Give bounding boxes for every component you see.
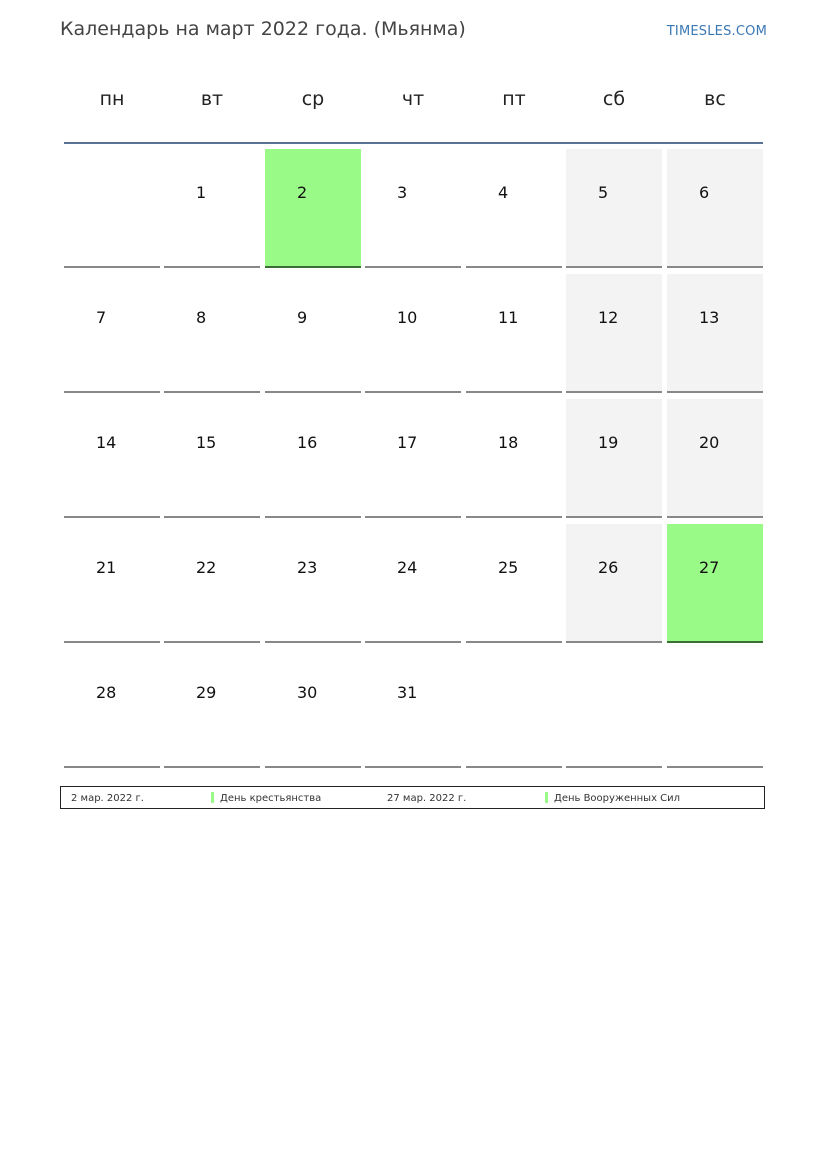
- day-cell: [365, 524, 461, 643]
- day-number: 10: [397, 308, 418, 327]
- legend-holiday-name: День Вооруженных Сил: [554, 793, 681, 804]
- day-number: 1: [196, 183, 207, 202]
- day-cell: [64, 649, 160, 768]
- holiday-day-cell: [667, 524, 763, 643]
- day-number: 23: [297, 558, 318, 577]
- day-number: 17: [397, 433, 418, 452]
- day-cell: [265, 399, 361, 518]
- day-number: 28: [96, 683, 117, 702]
- legend-swatch: [545, 792, 548, 803]
- day-number: 27: [699, 558, 720, 577]
- day-cell: [667, 399, 763, 518]
- day-cell: [365, 149, 461, 268]
- day-cell: [566, 399, 662, 518]
- day-cell: [365, 399, 461, 518]
- weekday-mon: пн: [99, 88, 125, 110]
- legend-date: 2 мар. 2022 г.: [71, 793, 144, 804]
- weekday-tue: вт: [200, 88, 224, 110]
- day-number: 30: [297, 683, 318, 702]
- day-cell: [64, 524, 160, 643]
- day-number: 20: [699, 433, 720, 452]
- day-number: 4: [498, 183, 509, 202]
- day-cell: [164, 399, 260, 518]
- day-cell: [64, 274, 160, 393]
- empty-day-cell: [566, 649, 662, 768]
- day-number: 14: [96, 433, 117, 452]
- day-cell: [164, 524, 260, 643]
- day-cell: [667, 149, 763, 268]
- empty-day-cell: [667, 649, 763, 768]
- day-number: 6: [699, 183, 710, 202]
- day-cell: [265, 649, 361, 768]
- day-cell: [466, 399, 562, 518]
- day-cell: [365, 649, 461, 768]
- day-cell: [667, 274, 763, 393]
- site-link[interactable]: TIMESLES.COM: [666, 24, 767, 39]
- day-cell: [466, 524, 562, 643]
- legend-date: 27 мар. 2022 г.: [387, 793, 467, 804]
- day-number: 29: [196, 683, 217, 702]
- day-number: 15: [196, 433, 217, 452]
- day-number: 12: [598, 308, 619, 327]
- day-number: 3: [397, 183, 408, 202]
- day-number: 24: [397, 558, 418, 577]
- day-cell: [466, 149, 562, 268]
- legend-swatch: [211, 792, 214, 803]
- weekday-sat: сб: [602, 88, 626, 110]
- day-number: 18: [498, 433, 519, 452]
- weekday-sun: вс: [704, 88, 726, 110]
- day-cell: [365, 274, 461, 393]
- day-number: 16: [297, 433, 318, 452]
- day-cell: [466, 274, 562, 393]
- day-number: 9: [297, 308, 308, 327]
- day-number: 26: [598, 558, 619, 577]
- day-number: 19: [598, 433, 619, 452]
- header-divider: [64, 142, 763, 144]
- day-number: 8: [196, 308, 207, 327]
- day-cell: [64, 399, 160, 518]
- weekday-fri: пт: [502, 88, 526, 110]
- page-title: Календарь на март 2022 года. (Мьянма): [60, 18, 466, 40]
- day-cell: [265, 524, 361, 643]
- day-cell: [566, 524, 662, 643]
- empty-day-cell: [64, 149, 160, 268]
- day-number: 7: [96, 308, 107, 327]
- calendar-grid: [64, 149, 764, 770]
- holiday-legend: [60, 786, 765, 809]
- holiday-day-cell: [265, 149, 361, 268]
- day-number: 2: [297, 183, 308, 202]
- day-number: 25: [498, 558, 519, 577]
- day-cell: [265, 274, 361, 393]
- day-number: 11: [498, 308, 519, 327]
- day-number: 21: [96, 558, 117, 577]
- day-number: 31: [397, 683, 418, 702]
- legend-holiday-name: День крестьянства: [220, 793, 322, 804]
- day-cell: [164, 149, 260, 268]
- day-cell: [164, 649, 260, 768]
- day-number: 5: [598, 183, 609, 202]
- day-cell: [566, 274, 662, 393]
- weekday-thu: чт: [401, 88, 425, 110]
- day-cell: [164, 274, 260, 393]
- day-cell: [566, 149, 662, 268]
- day-number: 13: [699, 308, 720, 327]
- weekday-header: [64, 88, 763, 128]
- day-number: 22: [196, 558, 217, 577]
- weekday-wed: ср: [301, 88, 325, 110]
- empty-day-cell: [466, 649, 562, 768]
